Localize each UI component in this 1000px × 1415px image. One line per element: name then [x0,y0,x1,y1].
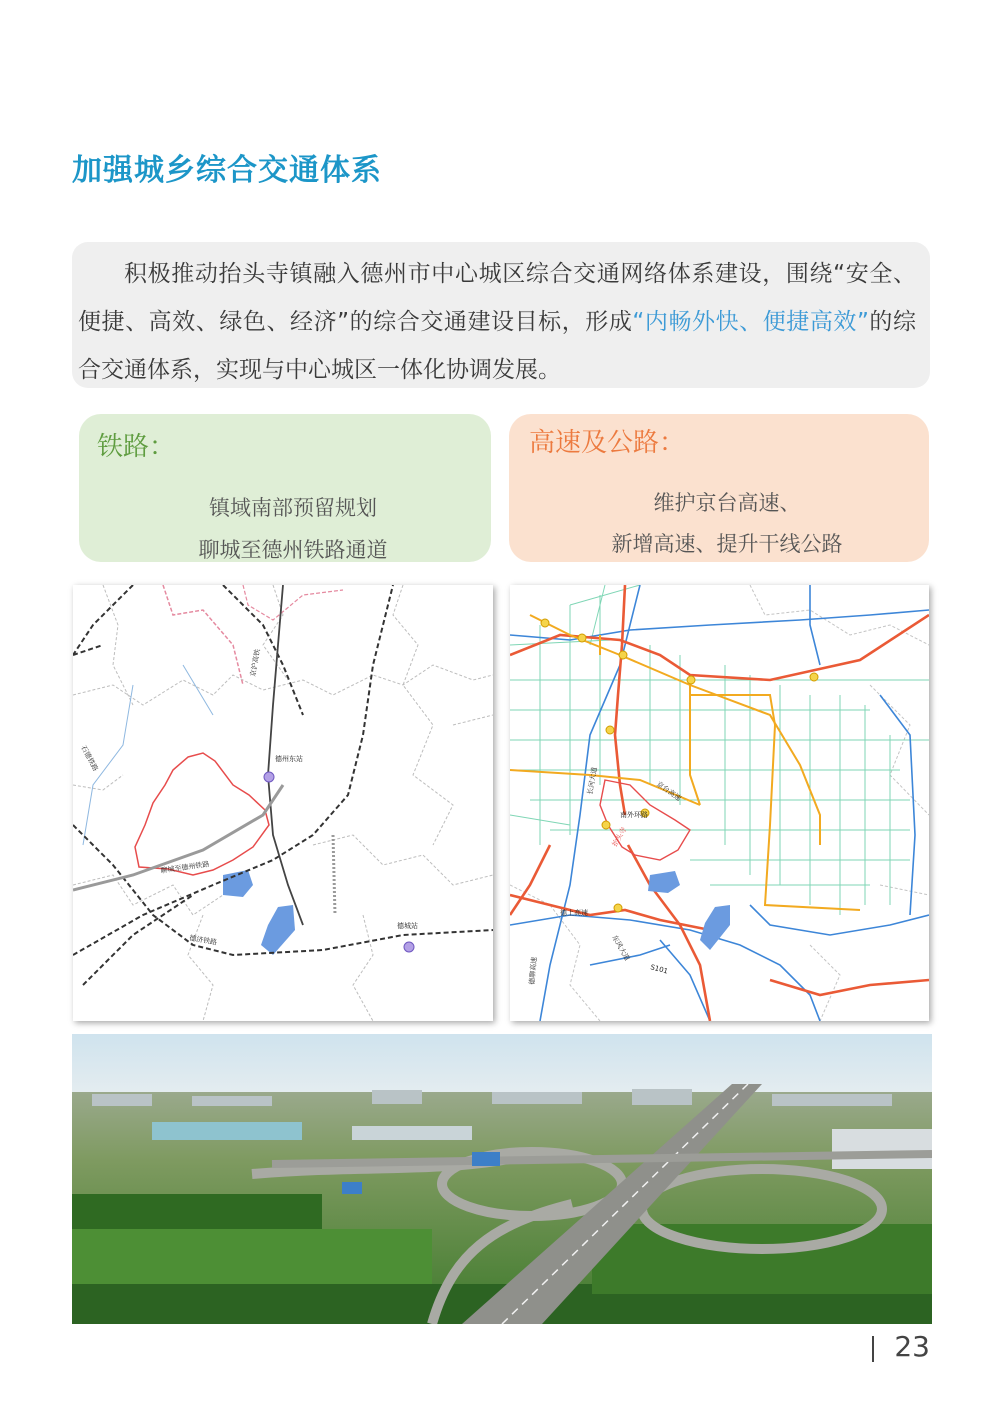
road-card [509,414,929,562]
label-dongfeng: 东风大道 [610,934,632,963]
highway-interchange-photo [72,1034,932,1324]
lake [700,905,730,950]
expressways [510,585,929,1021]
label-deshang: 德上高速 [560,909,588,917]
road-card-line2: 新增高速、提升干线公路 [611,532,843,556]
township-boundary [135,753,269,875]
road-card-title: 高速及公路： [529,428,686,458]
intro-text-after: 的综合交通体系，实现与中心城区一体化协调发展。 [78,309,916,383]
lake [261,905,295,955]
rail-map [73,585,493,1021]
label-town: 抬头寺 [610,825,629,848]
interchange-icon [606,726,614,734]
label-changhe: 长河大道 [586,766,599,796]
rail-card [79,414,491,562]
planned-rail [73,785,283,890]
photo-svg [72,1034,932,1324]
admin-boundaries [73,585,493,1021]
label-nanhuan: 南外环路 [620,811,648,819]
intro-box [72,242,930,388]
label-deliao: 德聊高速 [528,956,539,986]
intro-text-before: 积极推动抬头寺镇融入德州市中心城区综合交通网络体系建设，围绕“安全、便捷、高效、绿色、经济”的综合交通建设目标，形成 [78,261,916,335]
road-card-line1: 维护京台高速、 [653,491,801,515]
rail-card-line1: 镇域南部预留规划 [209,496,377,520]
page-number-divider [872,1336,874,1362]
interchange-icon [602,821,610,829]
page-number: 23 [894,1330,930,1363]
label-shide: 石德铁路 [79,744,100,773]
interchange-icon [614,904,622,912]
rail-map-svg [73,585,493,1021]
interchange-icon [619,651,627,659]
station-icon [404,942,414,952]
trunk-roads [510,615,860,910]
label-dejiao: 德济铁路 [188,934,218,947]
lake [648,871,680,893]
label-jingtai: 京台高速 [654,780,683,803]
page-title: 加强城乡综合交通体系 [72,153,382,188]
station-icon [264,772,274,782]
interchange-icon [687,676,695,684]
district-boundary [163,585,243,685]
interchange-icon [541,619,549,627]
label-station-south: 德城站 [397,922,418,930]
label-s101: S101 [649,963,669,976]
label-jinghu: 京沪高铁 [249,648,262,678]
rail-card-title: 铁路： [97,432,176,462]
label-station-east: 德州东站 [275,755,303,763]
interchange-icon [810,673,818,681]
intro-highlight: “内畅外快、便捷高效” [632,309,869,335]
label-liaocheng-rail: 聊城至德州铁路 [160,860,210,875]
rail-card-line2: 聊城至德州铁路通道 [198,538,388,562]
county-roads [510,585,929,1021]
interchange-icon [578,634,586,642]
road-map [510,585,929,1021]
road-map-svg [510,585,929,1021]
